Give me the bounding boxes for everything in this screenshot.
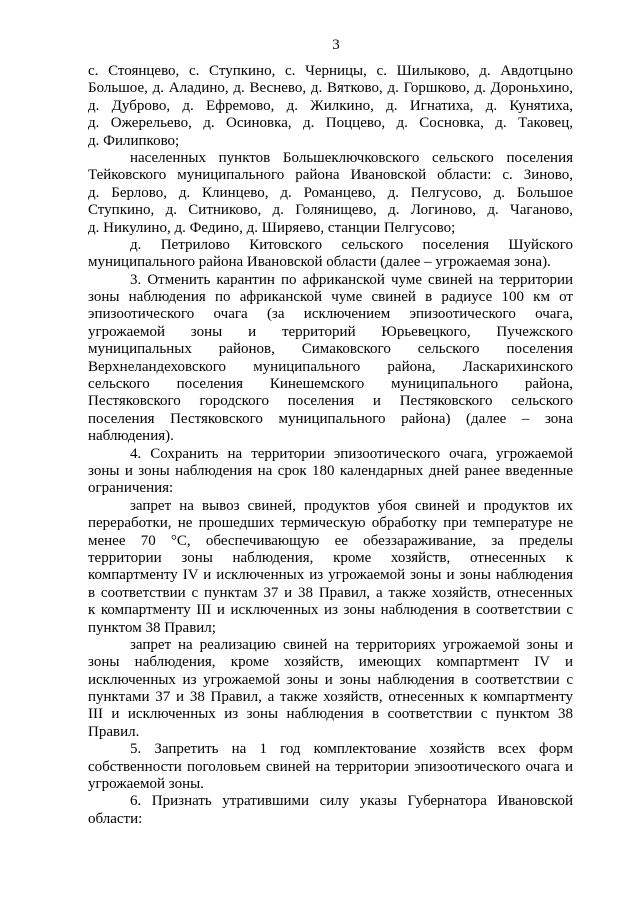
text-line: муниципальных районов, Симаковского сельского поселения <box>88 341 573 358</box>
text-line: д. Берлово, д. Клинцево, д. Романцево, д. Пелгусово, д. Большое <box>88 184 573 201</box>
paragraph-continued-settlement-list <box>88 63 573 150</box>
text-line: 3. Отменить карантин по африканской чуме свиней на территории <box>130 271 573 288</box>
text-line: пунктом 38 Правил; <box>88 619 216 636</box>
text-line: д. Филипково; <box>88 132 180 149</box>
text-line: пунктами 37 и 38 Правил, а также хозяйств, отнесенных к компартменту <box>88 689 573 706</box>
text-line: Верхнеландеховского муниципального района, Ласкарихинского <box>88 358 573 375</box>
text-line: угрожаемой зоны. <box>88 776 204 793</box>
text-line: области: <box>88 810 143 827</box>
paragraph-item-3 <box>88 272 573 446</box>
text-line: зоны наблюдения, кроме хозяйств, имеющих компартмент IV и <box>88 654 573 671</box>
text-line: запрет на вывоз свиней, продуктов убоя свиней и продуктов их <box>130 497 573 514</box>
text-line: менее 70 °С, обеспечивающую ее обеззараживание, за пределы <box>88 532 573 549</box>
paragraph-item-4 <box>88 446 573 498</box>
paragraph-sale-ban <box>88 637 573 741</box>
text-line: д. Дуброво, д. Ефремово, д. Жилкино, д. Игнатиха, д. Кунятиха, <box>88 97 573 114</box>
text-line: д. Петрилово Китовского сельского поселения Шуйского <box>130 236 573 253</box>
text-line: Правил. <box>88 723 140 740</box>
text-line: эпизоотического очага (за исключением эпизоотического очага, <box>88 306 573 323</box>
text-line: компартменту IV и исключенных из угрожаемой зоны и зоны наблюдения <box>88 567 573 584</box>
text-line: 6. Признать утратившими силу указы Губернатора Ивановской <box>130 793 573 810</box>
text-line: с. Стоянцево, с. Ступкино, с. Черницы, с. Шилыково, д. Авдотцыно <box>88 63 573 79</box>
page-number: 3 <box>332 37 340 53</box>
paragraph-item-6 <box>88 793 573 828</box>
text-line: ограничения: <box>88 480 174 497</box>
text-line: исключенных из угрожаемой зоны и зоны наблюдения в соответствии с <box>88 671 573 688</box>
text-line: запрет на реализацию свиней на территориях угрожаемой зоны и <box>130 636 573 653</box>
document-body <box>88 63 573 828</box>
text-line: населенных пунктов Большеключковского сельского поселения <box>130 149 573 166</box>
paragraph-item-5 <box>88 741 573 793</box>
text-line: зоны наблюдения по африканской чуме свиней в радиусе 100 км от <box>88 289 573 306</box>
text-line: собственности поголовьем свиней на территории эпизоотического очага и <box>88 758 573 775</box>
text-line: д. Никулино, д. Федино, д. Ширяево, станции Пелгусово; <box>88 219 456 236</box>
text-line: наблюдения). <box>88 428 174 445</box>
text-line: переработки, не прошедших термическую обработку при температуре не <box>88 515 573 532</box>
text-line: зоны и зоны наблюдения на срок 180 календарных дней ранее введенные <box>88 462 573 479</box>
text-line: муниципального района Ивановской области (далее – угрожаемая зона). <box>88 254 551 271</box>
text-line: 4. Сохранить на территории эпизоотического очага, угрожаемой <box>130 445 573 462</box>
paragraph-bolsheklochkovskoe-settlements <box>88 150 573 237</box>
text-line: Большое, д. Аладино, д. Веснево, д. Вятково, д. Горшково, д. Дороньхино, <box>88 80 573 97</box>
text-line: Пестяковского городского поселения и Пестяковского сельского <box>88 393 573 410</box>
text-line: III и исключенных из зоны наблюдения в соответствии с пунктом 38 <box>88 706 573 723</box>
text-line: д. Ожерельево, д. Осиновка, д. Поццево, д. Сосновка, д. Таковец, <box>88 115 573 132</box>
paragraph-export-ban <box>88 498 573 637</box>
text-line: сельского поселения Кинешемского муниципального района, <box>88 376 573 393</box>
text-line: Ступкино, д. Ситниково, д. Голянищево, д. Логиново, д. Чаганово, <box>88 202 573 219</box>
paragraph-petrilovo <box>88 237 573 272</box>
text-line: 5. Запретить на 1 год комплектование хозяйств всех форм <box>130 741 573 758</box>
text-line: Тейковского муниципального района Ивановской области: с. Зиново, <box>88 167 573 184</box>
text-line: поселения Пестяковского муниципального района) (далее – зона <box>88 410 573 427</box>
text-line: в соответствии с пунктам 37 и 38 Правил, а также хозяйств, отнесенных <box>88 584 573 601</box>
text-line: угрожаемой зоны и территорий Юрьевецкого, Пучежского <box>88 323 573 340</box>
text-line: к компартменту III и исключенных из зоны наблюдения в соответствии с <box>88 602 573 619</box>
text-line: территории зоны наблюдения, кроме хозяйств, отнесенных к <box>88 549 573 566</box>
